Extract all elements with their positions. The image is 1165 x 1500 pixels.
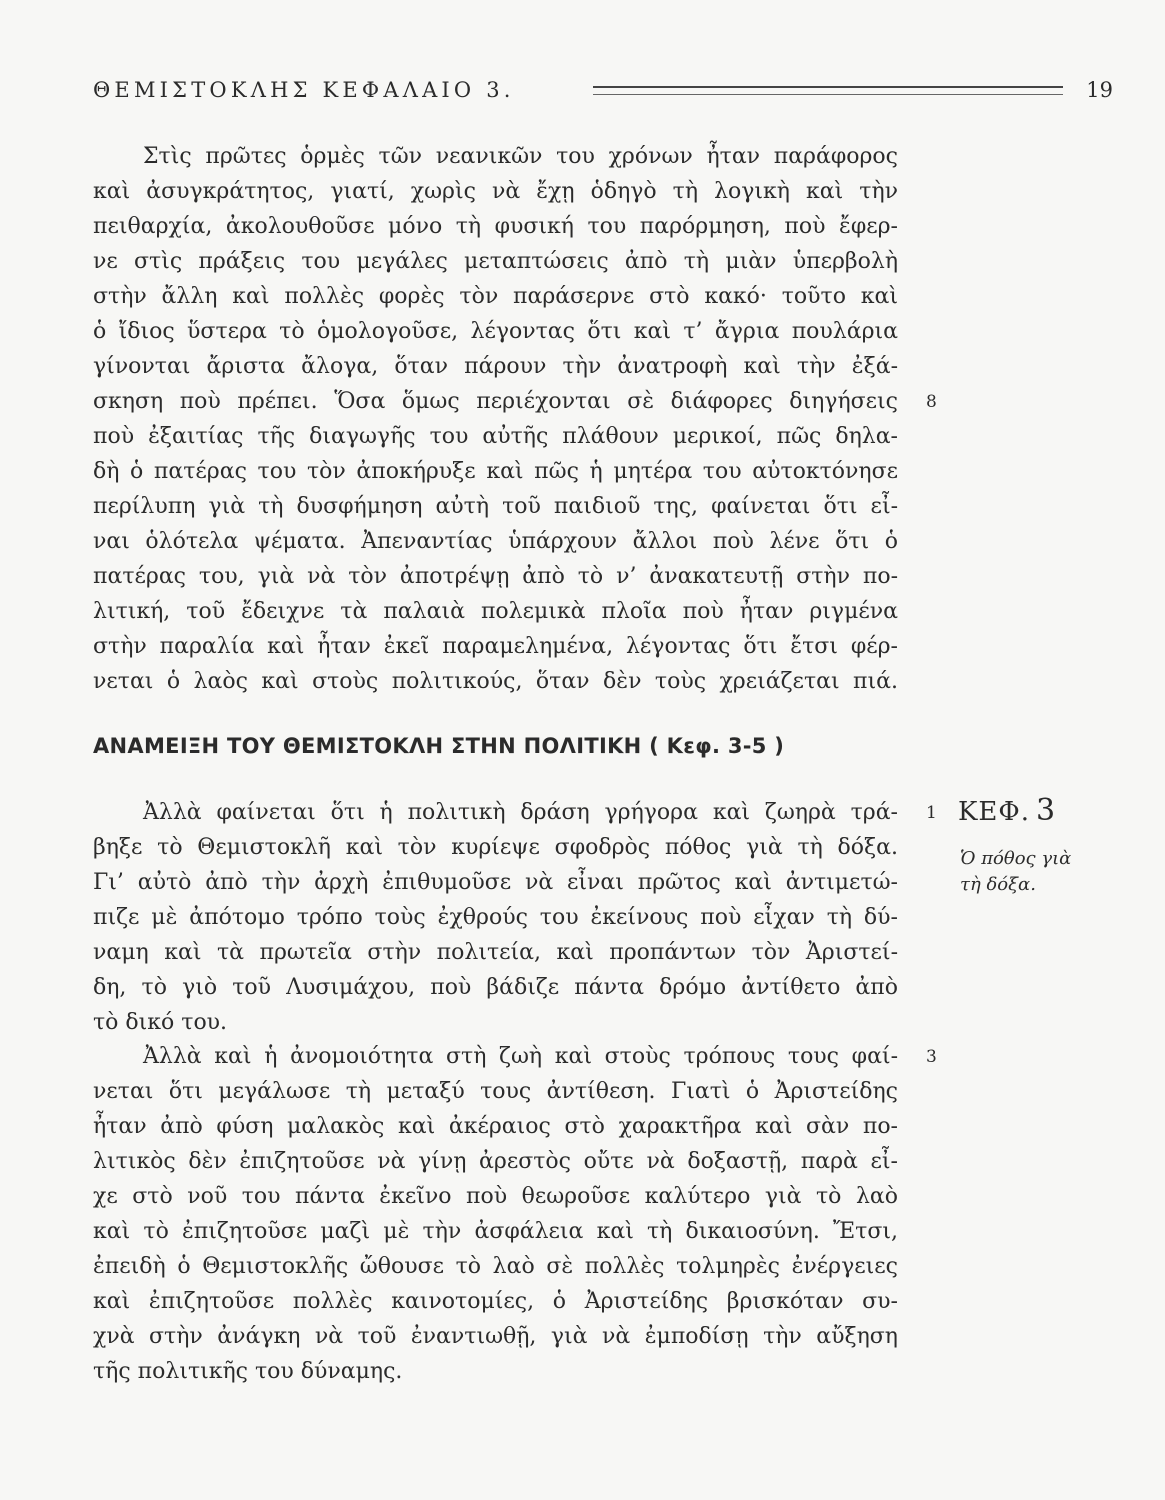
section-heading: ΑΝΑΜΕΙΞΗ ΤΟΥ ΘΕΜΙΣΤΟΚΛΗ ΣΤΗΝ ΠΟΛΙΤΙΚΗ ( Κεφ. 3-5 ) [93,734,785,758]
text-line: πατέρας του, γιὰ νὰ τὸν ἀποτρέψῃ ἀπὸ τὸ ν’ ἀνακατευτῇ στὴν πο- [93,564,898,589]
margin-line-number: 8 [926,392,937,412]
margin-line-number: 3 [926,1047,937,1067]
chapter-abbrev: ΚΕΦ. [958,797,1030,827]
text-line: ὁ ἴδιος ὕστερα τὸ ὁμολογοῦσε, λέγοντας ὅτι καὶ τ’ ἄγρια πουλάρια [93,319,898,344]
text-line: περίλυπη γιὰ τὴ δυσφήμηση αὐτὴ τοῦ παιδιοῦ της, φαίνεται ὅτι εἶ- [93,494,898,519]
text-line: ἐπειδὴ ὁ Θεμιστοκλῆς ὤθουσε τὸ λαὸ σὲ πολλὲς τολμηρὲς ἐνέργειες [93,1254,898,1279]
text-line: ποὺ ἐξαιτίας τῆς διαγωγῆς του αὐτῆς πλάθουν μερικοί, πῶς δηλα- [93,424,898,449]
text-line: Γι’ αὐτὸ ἀπὸ τὴν ἀρχὴ ἐπιθυμοῦσε νὰ εἶναι πρῶτος καὶ ἀντιμετώ- [93,870,898,895]
margin-line-number: 1 [926,803,937,823]
text-line: στὴν ἄλλη καὶ πολλὲς φορὲς τὸν παράσερνε στὸ κακό· τοῦτο καὶ [93,284,898,309]
text-line: σκηση ποὺ πρέπει. Ὅσα ὅμως περιέχονται σὲ διάφορες διηγήσεις [93,389,898,414]
text-line: Ἀλλὰ καὶ ἡ ἀνομοιότητα στὴ ζωὴ καὶ στοὺς τρόπους τους φαί- [143,1044,898,1069]
header-rule [593,86,1063,95]
page-number: 19 [1086,78,1113,102]
text-line: Στὶς πρῶτες ὁρμὲς τῶν νεανικῶν του χρόνων ἦταν παράφορος [143,144,898,169]
chapter-number: 3 [1035,793,1057,828]
text-line: καὶ ἐπιζητοῦσε πολλὲς καινοτομίες, ὁ Ἀριστείδης βρισκόταν συ- [93,1289,898,1314]
text-line: τῆς πολιτικῆς του δύναμης. [93,1359,403,1384]
text-line: βηξε τὸ Θεμιστοκλῆ καὶ τὸν κυρίεψε σφοδρὸς πόθος γιὰ τὴ δόξα. [93,835,898,860]
text-line: ναι ὁλότελα ψέματα. Ἀπεναντίας ὑπάρχουν ἄλλοι ποὺ λένε ὅτι ὁ [93,529,898,554]
text-line: τὸ δικό του. [93,1010,228,1035]
text-line: χνὰ στὴν ἀνάγκη νὰ τοῦ ἐναντιωθῇ, γιὰ νὰ ἐμποδίσῃ τὴν αὔξηση [93,1324,898,1349]
text-line: δη, τὸ γιὸ τοῦ Λυσιμάχου, ποὺ βάδιζε πάντα δρόμο ἀντίθετο ἀπὸ [93,975,898,1000]
text-line: γίνονται ἄριστα ἄλογα, ὅταν πάρουν τὴν ἀνατροφὴ καὶ τὴν ἐξά- [93,354,898,379]
sidebar-chapter-label [958,793,1056,828]
text-line: ναμη καὶ τὰ πρωτεῖα στὴν πολιτεία, καὶ προπάντων τὸν Ἀριστεί- [93,940,898,965]
text-line: νεται ὁ λαὸς καὶ στοὺς πολιτικούς, ὅταν δὲν τοὺς χρειάζεται πιά. [93,669,898,694]
running-header [93,78,1113,108]
text-line: δὴ ὁ πατέρας του τὸν ἀποκήρυξε καὶ πῶς ἡ μητέρα του αὐτοκτόνησε [93,459,898,484]
text-line: πιζε μὲ ἀπότομο τρόπο τοὺς ἐχθρούς του ἐκείνους ποὺ εἶχαν τὴ δύ- [93,905,898,930]
text-line: στὴν παραλία καὶ ἦταν ἐκεῖ παραμελημένα, λέγοντας ὅτι ἔτσι φέρ- [93,634,898,659]
text-line: καὶ τὸ ἐπιζητοῦσε μαζὶ μὲ τὴν ἀσφάλεια καὶ τὴ δικαιοσύνη. Ἔτσι, [93,1219,898,1244]
text-line: Ἀλλὰ φαίνεται ὅτι ἡ πολιτικὴ δράση γρήγορα καὶ ζωηρὰ τρά- [143,800,898,825]
text-line: λιτική, τοῦ ἔδειχνε τὰ παλαιὰ πολεμικὰ πλοῖα ποὺ ἦταν ριγμένα [93,599,898,624]
header-title: ΘΕΜΙΣΤΟΚΛΗΣ ΚΕΦΑΛΑΙΟ 3. [93,78,515,102]
text-line: νεται ὅτι μεγάλωσε τὴ μεταξύ τους ἀντίθεση. Γιατὶ ὁ Ἀριστείδης [93,1079,898,1104]
sidebar-note [960,846,1110,898]
text-line: ἦταν ἀπὸ φύση μαλακὸς καὶ ἀκέραιος στὸ χαρακτῆρα καὶ σὰν πο- [93,1114,898,1139]
text-line: καὶ ἀσυγκράτητος, γιατί, χωρὶς νὰ ἔχῃ ὁδηγὸ τὴ λογικὴ καὶ τὴν [93,179,898,204]
text-line: νε στὶς πράξεις του μεγάλες μεταπτώσεις ἀπὸ τὴ μιὰν ὑπερβολὴ [93,249,898,274]
text-line: χε στὸ νοῦ του πάντα ἐκεῖνο ποὺ θεωροῦσε καλύτερο γιὰ τὸ λαὸ [93,1184,898,1209]
text-line: λιτικὸς δὲν ἐπιζητοῦσε νὰ γίνῃ ἀρεστὸς οὔτε νὰ δοξαστῇ, παρὰ εἶ- [93,1149,898,1174]
sidebar-note-line: Ὁ πόθος γιὰ [960,848,1072,869]
text-line: πειθαρχία, ἀκολουθοῦσε μόνο τὴ φυσική του παρόρμηση, ποὺ ἔφερ- [93,214,898,239]
sidebar-note-line: τὴ δόξα. [960,874,1036,895]
